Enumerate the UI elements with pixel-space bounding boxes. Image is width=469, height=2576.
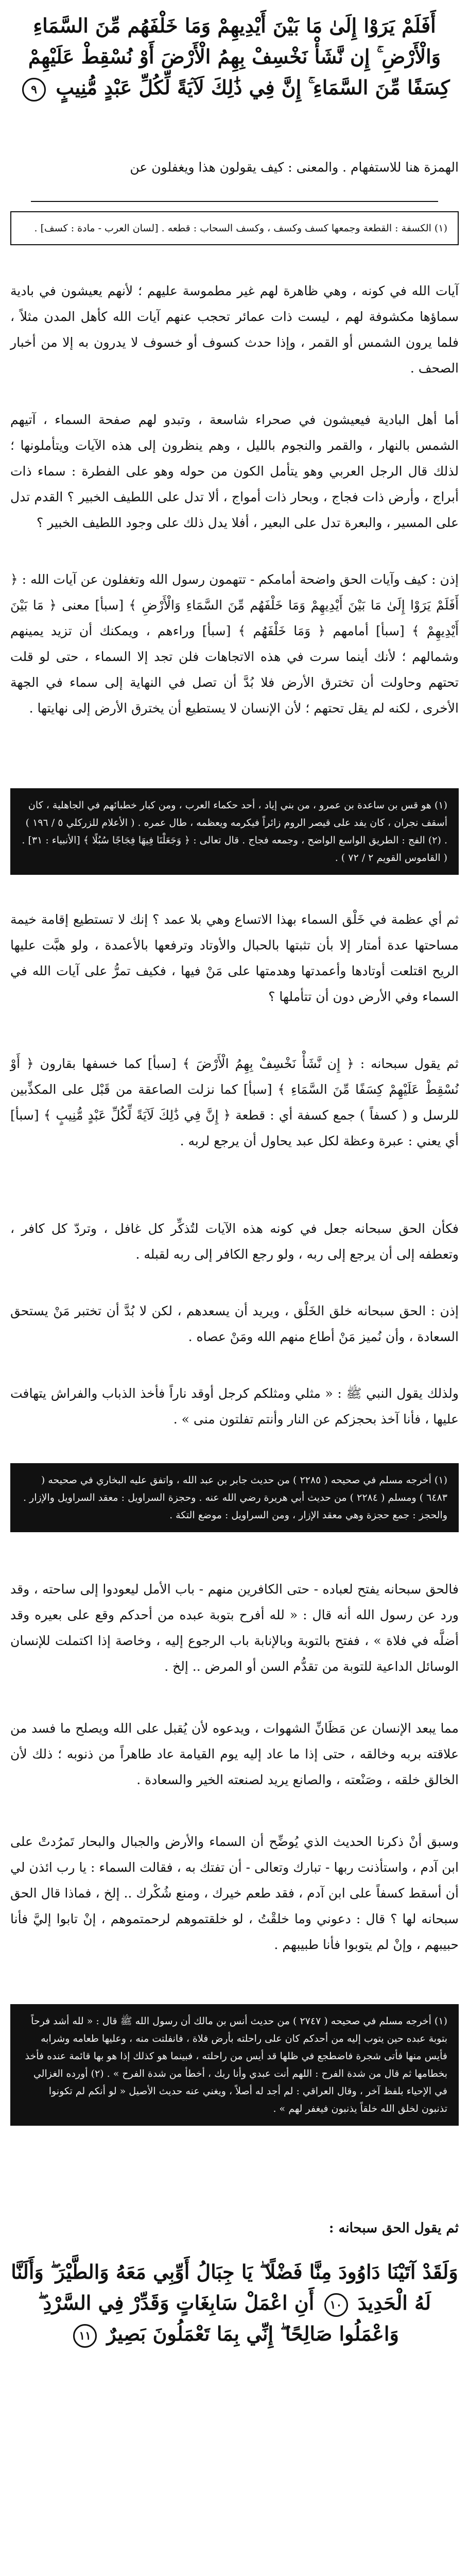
paragraph-1: آيات الله في كونه ، وهي ظاهرة لهم غير مطموسة عليهم ؛ لأنهم يعيشون في بادية سماؤها مكشوفة لهم ، ليست ذات عمائر تحجب عنهم آيات الله كأهل المدن مثلاً ، فلما يرون الشمس أو القمر ، وإذا حدث كسوف أو خسوف لا يدرون به إلا من أخبار الصحف . (10, 283, 459, 376)
quran-verse-top (10, 10, 459, 103)
footnote-box-4: (١) أخرجه مسلم في صحيحه ( ٢٧٤٧ ) من حديث أنس بن مالك أن رسول الله ﷺ قال : « لله أشد فرحاً بتوبة عبده حين يتوب إليه من أحدكم كان على راحلته بأرض فلاة ، فانفلتت منه ، وعليها طعامه وشرابه فأيس منها فأتى شجرة فاضطجع في ظلها قد أيس من راحلته ، فبينما هو كذلك إذا هو بها قائمة عنده فأخذ بخطامها ثم قال من شدة الفرح : اللهم أنت عبدي وأنا ربك ، أخطأ من شدة الفرح » . (٢) أورده الغزالي في الإحياء بلفظ آخر ، وقال العراقي : لم أجد له أصلاً ، ويغني عنه حديث الأصيل « لو أنكم لم تكونوا تذنبون لخلق الله خلقاً يذنبون فيغفر لهم » . (10, 2004, 459, 2126)
footnote-box-2: (١) هو قس بن ساعدة بن عمرو ، من بني إياد ، أحد حكماء العرب ، ومن كبار خطبائهم في الجاهلية ، كان أسقف نجران ، كان يفد على قيصر الروم زائراً فيكرمه ويعظمه ، طال عمره . ( الأعلام للزركلي ٥ / ١٩٦ ) . (٢) الفج : الطريق الواسع الواضح ، وجمعه فجاج . قال تعالى : ﴿ وَجَعَلْنَا فِيهَا فِجَاجًا سُبُلًا ﴾ [الأنبياء : ٣١] . ( القاموس القويم ٢ / ٧٢ ) . (10, 788, 459, 875)
divider (31, 201, 438, 202)
verse-number-badge: ١٠ (324, 2293, 348, 2317)
quran-verse-bottom (10, 2257, 459, 2349)
paragraph-4: ثم أي عظمة في خَلْق السماء بهذا الاتساع وهي بلا عمد ؟ إنك لا تستطيع إقامة خيمة مساحتها عدة أمتار إلا بأن تثبتها بالحبال والأوتاد وترفعها بالأعمدة ، ولو هبَّت عليها الريح اقتلعت أوتادها وأعمدتها وهدمتها على مَنْ فيها ، فكيف تمرُّ على آيات الله في السماء وفي الأرض دون أن تتأملها ؟ (10, 912, 459, 1004)
paragraph-10: مما يبعد الإنسان عن مَظَانِّ الشهوات ، ويدعوه لأن يُقبل على الله ويصلح ما فسد من علاقته بربه وخالقه ، حتى إذا ما عاد إليه يوم القيامة عاد طاهراً من ذنوبه ؛ ذلك لأن الخالق خلقه ، وصَنْعته ، والصانع يريد لصنعته الخير والسعادة . (10, 1721, 459, 1787)
section-intro-label: ثم يقول الحق سبحانه : (328, 2221, 459, 2236)
paragraph-2: أما أهل البادية فيعيشون في صحراء شاسعة ، وتبدو لهم صفحة السماء ، آتيهم الشمس بالنهار ، والقمر والنجوم بالليل ، وهم ينظرون إلى هذه الآيات ويتأملونها ؛ لذلك قال الرجل العربي وهو يتأمل الكون من حوله وهو على الفطرة : سماء ذات أبراج ، وأرض ذات فجاج ، وبحار ذات أمواج ، ألا تدل على اللطيف الخبير ؟ القدم تدل على المسير ، والبعرة تدل على البعير ، أفلا يدل ذلك على وجود اللطيف الخبير ؟ (10, 412, 459, 530)
paragraph-8: ولذلك يقول النبي ﷺ : « مثلي ومثلكم كرجل أوقد ناراً فأخذ الذباب والفراش يتهافت عليها ، فأنا آخذ بحجزكم عن النار وأنتم تفلتون منى » . (10, 1386, 459, 1427)
footnote-box-3: (١) أخرجه مسلم في صحيحه ( ٢٢٨٥ ) من حديث جابر بن عبد الله ، واتفق عليه البخاري في صحيحه ( ٦٤٨٣ ) ومسلم ( ٢٢٨٤ ) من حديث أبي هريرة رضي الله عنه . وحجزة السراويل : معقد السراويل والإزار . والحجز : جمع حجزة وهي معقد الإزار ، ومن السراويل : موضع التكة . (10, 1463, 459, 1532)
intro-line: الهمزة هنا للاستفهام . والمعنى : كيف يقولون هذا ويغفلون عن (130, 160, 459, 175)
verse-text-10: وَلَقَدْ آتَيْنَا دَاوُودَ مِنَّا فَضْلًا ۖ يَا جِبَالُ أَوِّبِي مَعَهُ وَالطَّيْرَ ۖ وَأَلَنَّا لَهُ الْحَدِيدَ (11, 2260, 458, 2314)
paragraph-3: إذن : كيف وآيات الحق واضحة أمامكم - تتهمون رسول الله وتغفلون عن آيات الله : ﴿ أَفَلَمْ يَرَوْا إِلَىٰ مَا بَيْنَ أَيْدِيهِمْ وَمَا خَلْفَهُم مِّنَ السَّمَاءِ وَالْأَرْضِ ﴾ [سبأ] معنى ﴿ مَا بَيْنَ أَيْدِيهِمْ ﴾ [سبأ] أمامهم ﴿ وَمَا خَلْفَهُم ﴾ [سبأ] وراءهم ، ويمكنك أن تزيد يمينهم وشمالهم ؛ لأنك أينما سرت في هذه الاتجاهات فلن تجد إلا السماء ، حتى لو قلت تحتهم وحاولت أن تخترق الأرض فلا بُدَّ أن تصل في النهاية إلى سماء في الجهة الأخرى ، لكنه لم يقل تحتهم ؛ لأن الإنسان لا يستطيع أن يخترق الأرض إلى نهايتها . (10, 572, 459, 716)
verse-text: أَفَلَمْ يَرَوْا إِلَىٰ مَا بَيْنَ أَيْدِيهِمْ وَمَا خَلْفَهُم مِّنَ السَّمَاءِ وَالْأَرْضِ ۚ إِن نَّشَأْ نَخْسِفْ بِهِمُ الْأَرْضَ أَوْ نُسْقِطْ عَلَيْهِمْ كِسَفًا مِّنَ السَّمَاءِ ۚ إِنَّ فِي ذَٰلِكَ لَآيَةً لِّكُلِّ عَبْدٍ مُّنِيبٍ (28, 14, 450, 99)
paragraph-5: ثم يقول سبحانه : ﴿ إِن نَّشَأْ نَخْسِفْ بِهِمُ الْأَرْضَ ﴾ [سبأ] كما خسفها بقارون ﴿ أَوْ نُسْقِطْ عَلَيْهِمْ كِسَفًا مِّنَ السَّمَاءِ ﴾ [سبأ] كما نزلت الصاعقة من قَبْل على المكذِّبين للرسل و ( كسفاً ) جمع كسفة أي : قطعة ﴿ إِنَّ فِي ذَٰلِكَ لَآيَةً لِّكُلِّ عَبْدٍ مُّنِيبٍ ﴾ [سبأ] أي يعني : عبرة وعظة لكل عبد يحاول أن يرجع لربه . (10, 1056, 459, 1148)
paragraph-7: إذن : الحق سبحانه خلق الخَلْق ، ويريد أن يسعدهم ، لكن لا بُدَّ أن تختبر مَنْ يستحق السعادة ، وأن نُميز مَنْ أطاع منهم الله ومَنْ عصاه . (10, 1303, 459, 1344)
verse-number-badge: ٩ (22, 78, 46, 101)
paragraph-6: فكأن الحق سبحانه جعل في كونه هذه الآيات لتُذكِّر كل غافل ، وتردّ كل كافر ، وتعطفه إلى أن يرجع إلى ربه ، ولو رجع الكافر إلى ربه لقبله . (10, 1221, 459, 1262)
paragraph-9: فالحق سبحانه يفتح لعباده - حتى الكافرين منهم - باب الأمل ليعودوا إلى ساحته ، وقد ورد عن رسول الله أنه قال : « لله أفرح بتوبة عبده من أحدكم وقع على بعيره وقد أضلَّه في فلاة » ، ففتح بالتوبة وبالإنابة باب الرجوع إليه ، وخاصة إذا اكتملت للإنسان الوسائل الداعية للتوبة من تقدُّم السن أو المرض .. إلخ . (10, 1582, 459, 1674)
footnote-box-1: (١) الكسفة : القطعة وجمعها كسف وكسف ، وكسف السحاب : قطعه . [لسان العرب - مادة : كسف] . (10, 211, 459, 245)
paragraph-11: وسبق أنْ ذكرنا الحديث الذي يُوضِّح أن السماء والأرض والجبال والبحار تَمرُدتْ على ابن آدم ، واستأذنت ربها - تبارك وتعالى - أن تفتك به ، فقالت السماء : يا رب ائذن لي أن أسقط كسفاً على ابن آدم ، فقد طعم خيرك ، ومنع شُكْرك .. إلخ ، فماذا قال الحق سبحانه لها ؟ قال : دعوني وما خلقْتُ ، لو خلقتموهم لرحمتموهم ، إنْ تابوا إليَّ فأنا حبيبهم ، وإنْ لم يتوبوا فأنا طبيبهم . (10, 1834, 459, 1952)
verse-number-badge: ١١ (73, 2324, 97, 2348)
verse-text-11: أَنِ اعْمَلْ سَابِغَاتٍ وَقَدِّرْ فِي السَّرْدِ ۖ وَاعْمَلُوا صَالِحًا ۖ إِنِّي بِمَا تَعْمَلُونَ بَصِيرٌ (38, 2291, 399, 2345)
